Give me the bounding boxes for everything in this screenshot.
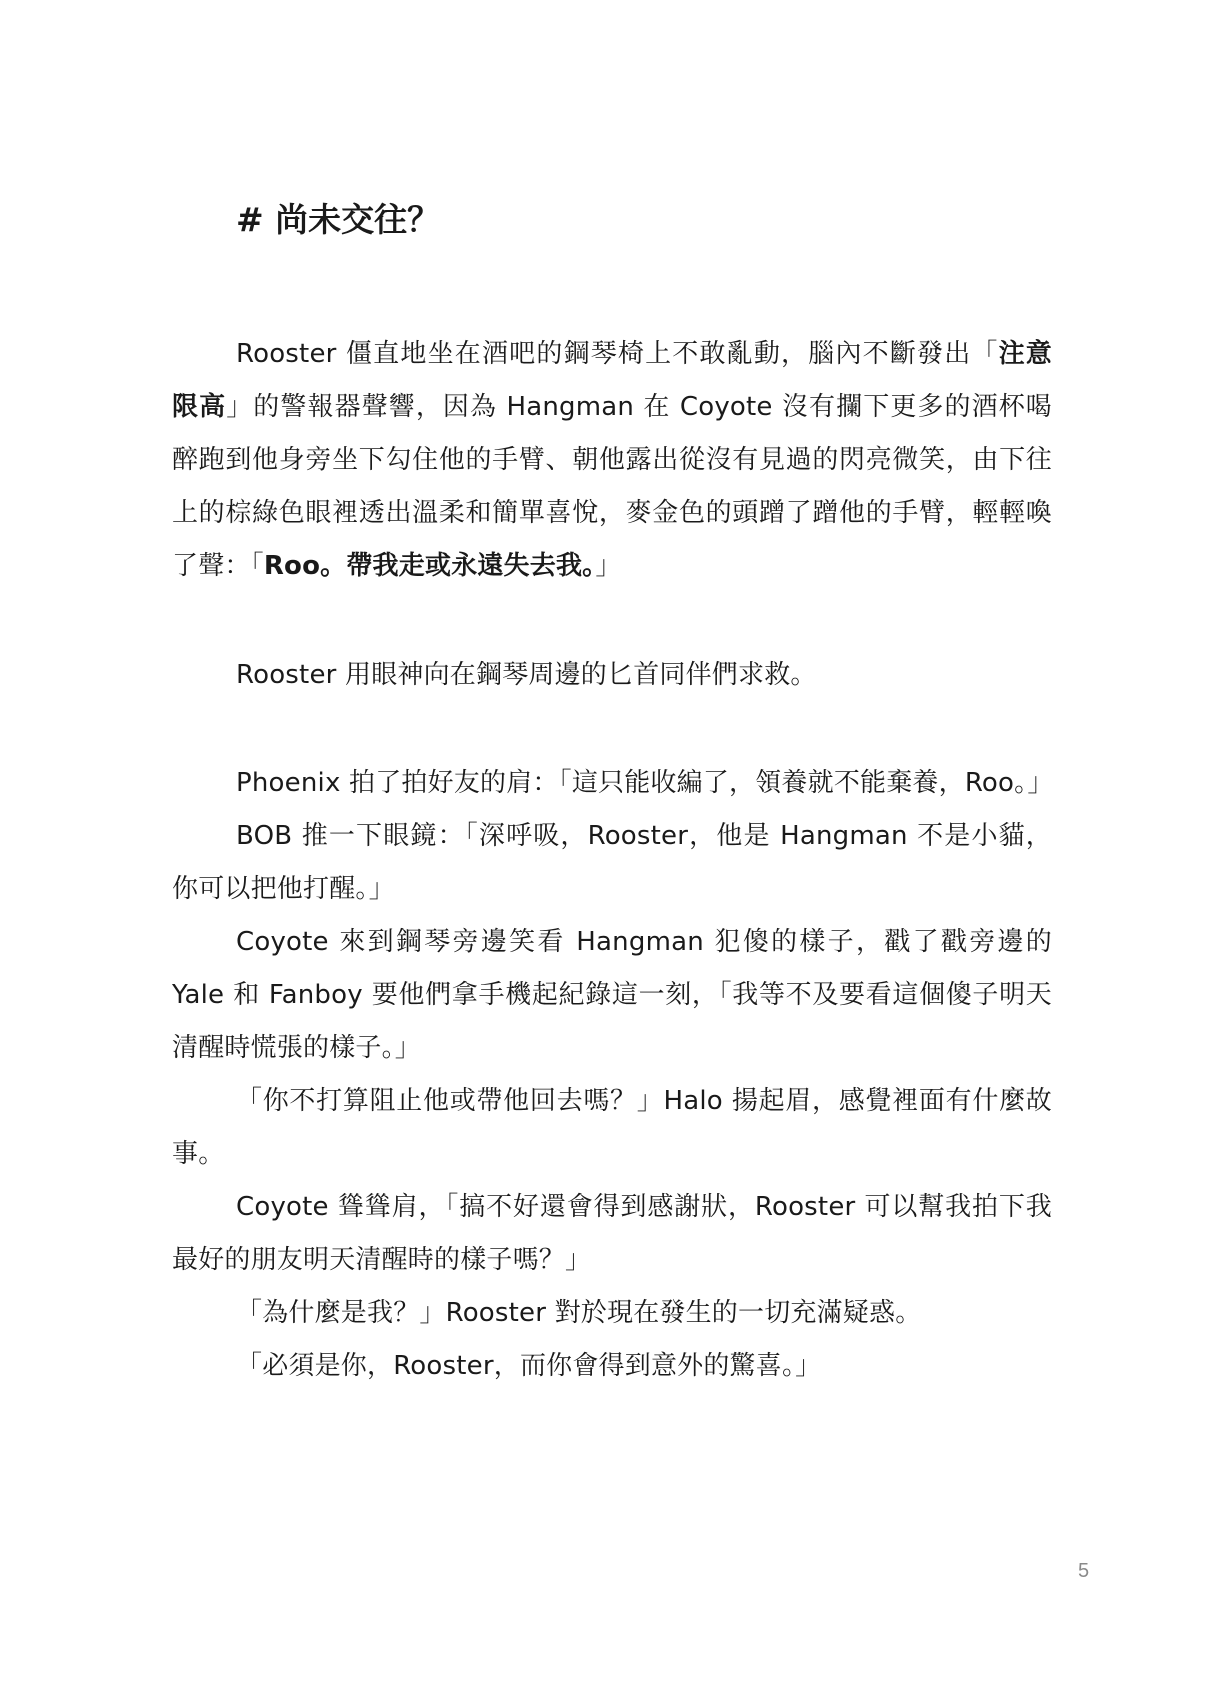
paragraph-6: 「你不打算阻止他或帶他回去嗎？」Halo 揚起眉，感覺裡面有什麼故事。: [172, 1086, 1052, 1169]
paragraph-9: 「必須是你，Rooster，而你會得到意外的驚喜。」: [236, 1351, 822, 1381]
paragraph-5: Coyote 來到鋼琴旁邊笑看 Hangman 犯傻的樣子，戳了戳旁邊的 Yale 和 Fanboy 要他們拿手機起紀錄這一刻，「我等不及要看這個傻子明天清醒時慌張的樣子。」: [172, 927, 1052, 1063]
chapter-heading: # 尚未交往？: [236, 200, 441, 239]
paragraph-1-text-c: 」: [595, 551, 622, 581]
paragraph-8: 「為什麼是我？」Rooster 對於現在發生的一切充滿疑惑。: [236, 1298, 922, 1328]
paragraph-4: BOB 推一下眼鏡：「深呼吸，Rooster，他是 Hangman 不是小貓，你可以把他打醒。」: [172, 821, 1052, 904]
paragraph-gap: [172, 593, 1052, 649]
paragraph-1-text-a: Rooster 僵直地坐在酒吧的鋼琴椅上不敢亂動，腦內不斷發出「: [236, 339, 999, 369]
paragraph-7: Coyote 聳聳肩，「搞不好還會得到感謝狀，Rooster 可以幫我拍下我最好的朋友明天清醒時的樣子嗎？」: [172, 1192, 1052, 1275]
story-body: [172, 328, 1052, 1393]
page-number: 5: [1078, 1560, 1090, 1582]
paragraph-3: Phoenix 拍了拍好友的肩：「這只能收編了，領養就不能棄養，Roo。」: [236, 768, 1054, 798]
paragraph-gap: [172, 702, 1052, 757]
paragraph-1-bold-a: 注意限高: [172, 339, 1052, 422]
paragraph-2: Rooster 用眼神向在鋼琴周邊的匕首同伴們求救。: [236, 660, 817, 690]
paragraph-1: [172, 328, 1052, 593]
paragraph-1-text-b: 」的警報器聲響，因為 Hangman 在 Coyote 沒有攔下更多的酒杯喝醉跑到他身旁坐下勾住他的手臂、朝他露出從沒有見過的閃亮微笑，由下往上的棕綠色眼裡透出溫柔和簡單喜悅，麥金色的頭蹭了蹭他的手臂，輕輕喚了聲：「: [172, 392, 1052, 581]
paragraph-1-bold-b: Roo。帶我走或永遠失去我。: [263, 551, 596, 581]
